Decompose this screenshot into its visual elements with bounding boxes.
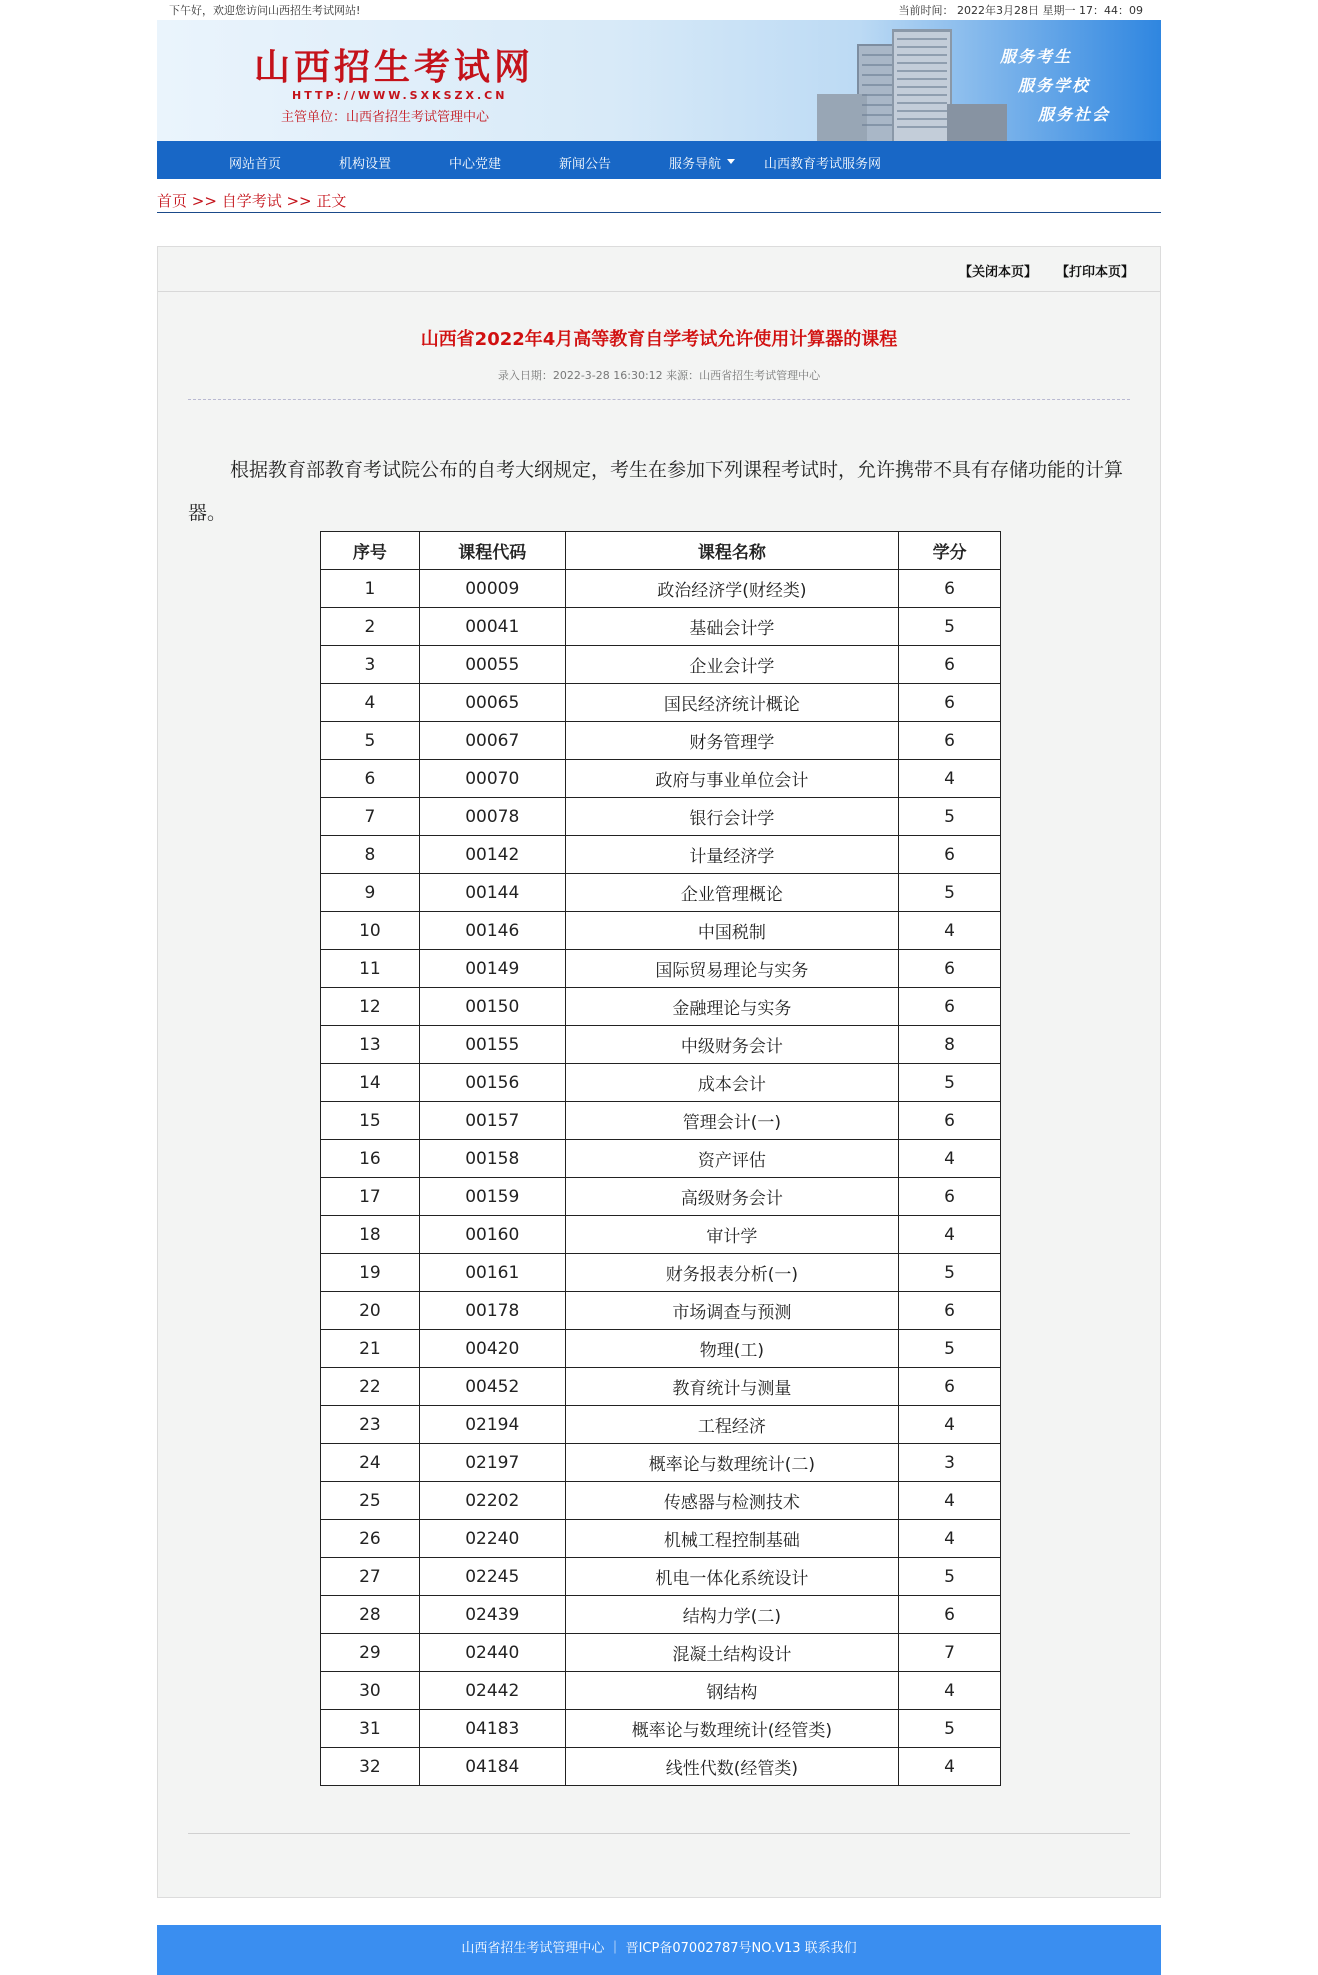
course-credit: 4 <box>899 1216 1001 1254</box>
row-number: 2 <box>321 608 420 646</box>
breadcrumb-home[interactable]: 首页 <box>157 192 188 210</box>
article-meta: 录入日期：2022-3-28 16:30:12 来源：山西省招生考试管理中心 <box>497 369 821 382</box>
table-row <box>321 1254 1001 1292</box>
row-number: 13 <box>321 1026 420 1064</box>
course-code: 00070 <box>419 760 565 798</box>
table-row <box>321 684 1001 722</box>
table-row <box>321 1406 1001 1444</box>
course-name: 线性代数(经管类) <box>565 1748 898 1786</box>
course-name: 钢结构 <box>565 1672 898 1710</box>
row-number: 27 <box>321 1558 420 1596</box>
course-table <box>320 531 1001 1786</box>
top-bar <box>157 0 1161 20</box>
table-row <box>321 760 1001 798</box>
table-row <box>321 1482 1001 1520</box>
row-number: 28 <box>321 1596 420 1634</box>
course-credit: 4 <box>899 760 1001 798</box>
table-header-row <box>321 532 1001 570</box>
table-row <box>321 836 1001 874</box>
row-number: 23 <box>321 1406 420 1444</box>
divider <box>188 1833 1130 1834</box>
breadcrumb-separator: >> <box>187 192 222 210</box>
course-credit: 6 <box>899 988 1001 1026</box>
nav-service-guide-label: 服务导航 <box>669 157 722 172</box>
row-number: 18 <box>321 1216 420 1254</box>
course-name: 审计学 <box>565 1216 898 1254</box>
row-number: 32 <box>321 1748 420 1786</box>
course-code: 02442 <box>419 1672 565 1710</box>
course-code: 02240 <box>419 1520 565 1558</box>
course-name: 财务管理学 <box>565 722 898 760</box>
table-row <box>321 912 1001 950</box>
row-number: 14 <box>321 1064 420 1102</box>
course-name: 机电一体化系统设计 <box>565 1558 898 1596</box>
row-number: 5 <box>321 722 420 760</box>
course-name: 概率论与数理统计(二) <box>565 1444 898 1482</box>
course-code: 00150 <box>419 988 565 1026</box>
row-number: 6 <box>321 760 420 798</box>
nav-organization[interactable]: 机构设置 <box>339 157 392 172</box>
table-row <box>321 874 1001 912</box>
course-credit: 6 <box>899 1178 1001 1216</box>
table-row <box>321 1520 1001 1558</box>
row-number: 12 <box>321 988 420 1026</box>
course-credit: 5 <box>899 1064 1001 1102</box>
course-name: 国际贸易理论与实务 <box>565 950 898 988</box>
course-name: 企业管理概论 <box>565 874 898 912</box>
course-code: 02439 <box>419 1596 565 1634</box>
course-name: 混凝土结构设计 <box>565 1634 898 1672</box>
nav-service-guide[interactable] <box>669 153 735 172</box>
breadcrumb-separator: >> <box>281 192 317 210</box>
table-row <box>321 1444 1001 1482</box>
column-header: 课程代码 <box>419 532 565 570</box>
table-row <box>321 988 1001 1026</box>
footer-text: 山西省招生考试管理中心 ｜ 晋ICP备07002787号NO.V13 联系我们 <box>461 1941 857 1956</box>
course-name: 银行会计学 <box>565 798 898 836</box>
course-credit: 4 <box>899 1672 1001 1710</box>
table-row <box>321 1596 1001 1634</box>
course-code: 00157 <box>419 1102 565 1140</box>
table-row <box>321 1710 1001 1748</box>
course-credit: 6 <box>899 646 1001 684</box>
course-credit: 4 <box>899 1140 1001 1178</box>
course-credit: 5 <box>899 798 1001 836</box>
column-header: 课程名称 <box>565 532 898 570</box>
course-credit: 6 <box>899 722 1001 760</box>
nav-exam-service[interactable]: 山西教育考试服务网 <box>764 157 882 172</box>
nav-news[interactable]: 新闻公告 <box>559 157 612 172</box>
course-credit: 4 <box>899 912 1001 950</box>
row-number: 26 <box>321 1520 420 1558</box>
table-row <box>321 1634 1001 1672</box>
course-name: 传感器与检测技术 <box>565 1482 898 1520</box>
article-title: 山西省2022年4月高等教育自学考试允许使用计算器的课程 <box>420 329 898 350</box>
table-row <box>321 1102 1001 1140</box>
chevron-down-icon <box>727 159 735 164</box>
column-header: 序号 <box>321 532 420 570</box>
course-name: 管理会计(一) <box>565 1102 898 1140</box>
course-code: 00144 <box>419 874 565 912</box>
breadcrumb-current: 正文 <box>316 192 347 210</box>
building-image <box>797 24 1027 141</box>
course-code: 02440 <box>419 1634 565 1672</box>
row-number: 8 <box>321 836 420 874</box>
nav-party[interactable]: 中心党建 <box>449 157 502 172</box>
site-title[interactable]: 山西招生考试网 <box>254 46 535 88</box>
table-row <box>321 646 1001 684</box>
course-code: 00158 <box>419 1140 565 1178</box>
slogan-1: 服务考生 <box>1000 47 1073 66</box>
row-number: 17 <box>321 1178 420 1216</box>
course-credit: 6 <box>899 836 1001 874</box>
course-name: 概率论与数理统计(经管类) <box>565 1710 898 1748</box>
table-row <box>321 1216 1001 1254</box>
divider <box>188 399 1130 400</box>
row-number: 1 <box>321 570 420 608</box>
course-credit: 5 <box>899 1254 1001 1292</box>
course-name: 中国税制 <box>565 912 898 950</box>
course-name: 财务报表分析(一) <box>565 1254 898 1292</box>
slogans <box>1000 44 1110 131</box>
course-code: 02194 <box>419 1406 565 1444</box>
course-credit: 6 <box>899 1368 1001 1406</box>
course-code: 00420 <box>419 1330 565 1368</box>
course-name: 高级财务会计 <box>565 1178 898 1216</box>
table-row <box>321 722 1001 760</box>
row-number: 29 <box>321 1634 420 1672</box>
table-row <box>321 798 1001 836</box>
main-nav <box>157 141 1161 179</box>
course-code: 02202 <box>419 1482 565 1520</box>
row-number: 24 <box>321 1444 420 1482</box>
course-name: 中级财务会计 <box>565 1026 898 1064</box>
table-body <box>321 570 1001 1786</box>
course-credit: 8 <box>899 1026 1001 1064</box>
table-row <box>321 1672 1001 1710</box>
course-credit: 4 <box>899 1748 1001 1786</box>
table-row <box>321 1558 1001 1596</box>
course-name: 成本会计 <box>565 1064 898 1102</box>
course-code: 00055 <box>419 646 565 684</box>
row-number: 31 <box>321 1710 420 1748</box>
nav-home[interactable]: 网站首页 <box>229 157 282 172</box>
row-number: 10 <box>321 912 420 950</box>
table-row <box>321 570 1001 608</box>
table-row <box>321 1368 1001 1406</box>
course-name: 政治经济学(财经类) <box>565 570 898 608</box>
course-credit: 6 <box>899 950 1001 988</box>
course-code: 00155 <box>419 1026 565 1064</box>
course-credit: 6 <box>899 570 1001 608</box>
sponsor-text: 主管单位：山西省招生考试管理中心 <box>281 110 490 125</box>
course-name: 物理(工) <box>565 1330 898 1368</box>
course-credit: 6 <box>899 1102 1001 1140</box>
article-toolbar <box>158 247 1160 292</box>
course-name: 教育统计与测量 <box>565 1368 898 1406</box>
course-code: 02197 <box>419 1444 565 1482</box>
course-name: 工程经济 <box>565 1406 898 1444</box>
course-credit: 5 <box>899 1558 1001 1596</box>
current-datetime: 当前时间： 2022年3月28日 星期一 17：44：09 <box>898 4 1143 17</box>
course-credit: 4 <box>899 1482 1001 1520</box>
course-name: 计量经济学 <box>565 836 898 874</box>
course-code: 00160 <box>419 1216 565 1254</box>
table-row <box>321 1292 1001 1330</box>
course-credit: 6 <box>899 1596 1001 1634</box>
print-page-button[interactable]: 【打印本页】 <box>1056 265 1135 280</box>
row-number: 7 <box>321 798 420 836</box>
breadcrumb-section[interactable]: 自学考试 <box>221 192 282 210</box>
site-header <box>157 20 1161 141</box>
course-name: 市场调查与预测 <box>565 1292 898 1330</box>
course-credit: 5 <box>899 874 1001 912</box>
site-footer <box>157 1925 1161 1975</box>
course-credit: 3 <box>899 1444 1001 1482</box>
course-name: 基础会计学 <box>565 608 898 646</box>
table-row <box>321 608 1001 646</box>
course-name: 国民经济统计概论 <box>565 684 898 722</box>
course-code: 00178 <box>419 1292 565 1330</box>
course-code: 00142 <box>419 836 565 874</box>
article-intro: 根据教育部教育考试院公布的自考大纲规定，考生在参加下列课程考试时，允许携带不具有存储功能的计算器。 <box>188 459 1124 524</box>
course-code: 00156 <box>419 1064 565 1102</box>
table-row <box>321 1178 1001 1216</box>
course-name: 企业会计学 <box>565 646 898 684</box>
course-credit: 6 <box>899 684 1001 722</box>
course-name: 金融理论与实务 <box>565 988 898 1026</box>
breadcrumb <box>157 190 1161 213</box>
course-credit: 5 <box>899 608 1001 646</box>
course-code: 00149 <box>419 950 565 988</box>
course-name: 资产评估 <box>565 1140 898 1178</box>
course-code: 04183 <box>419 1710 565 1748</box>
column-header: 学分 <box>899 532 1001 570</box>
table-row <box>321 1748 1001 1786</box>
slogan-2: 服务学校 <box>1018 76 1091 95</box>
row-number: 3 <box>321 646 420 684</box>
row-number: 22 <box>321 1368 420 1406</box>
course-code: 00065 <box>419 684 565 722</box>
row-number: 21 <box>321 1330 420 1368</box>
row-number: 25 <box>321 1482 420 1520</box>
course-credit: 5 <box>899 1710 1001 1748</box>
course-credit: 5 <box>899 1330 1001 1368</box>
row-number: 15 <box>321 1102 420 1140</box>
row-number: 30 <box>321 1672 420 1710</box>
course-code: 00009 <box>419 570 565 608</box>
row-number: 16 <box>321 1140 420 1178</box>
greeting-text: 下午好，欢迎您访问山西招生考试网站! <box>169 4 361 17</box>
course-code: 00161 <box>419 1254 565 1292</box>
course-code: 00452 <box>419 1368 565 1406</box>
course-credit: 4 <box>899 1520 1001 1558</box>
course-credit: 4 <box>899 1406 1001 1444</box>
course-code: 00146 <box>419 912 565 950</box>
row-number: 9 <box>321 874 420 912</box>
row-number: 19 <box>321 1254 420 1292</box>
site-url: HTTP://WWW.SXKSZX.CN <box>292 89 508 102</box>
course-code: 00067 <box>419 722 565 760</box>
course-credit: 6 <box>899 1292 1001 1330</box>
course-name: 机械工程控制基础 <box>565 1520 898 1558</box>
course-code: 00078 <box>419 798 565 836</box>
row-number: 4 <box>321 684 420 722</box>
course-code: 02245 <box>419 1558 565 1596</box>
table-row <box>321 1330 1001 1368</box>
row-number: 11 <box>321 950 420 988</box>
article-box <box>157 246 1161 1898</box>
table-row <box>321 1026 1001 1064</box>
course-code: 00159 <box>419 1178 565 1216</box>
row-number: 20 <box>321 1292 420 1330</box>
course-name: 结构力学(二) <box>565 1596 898 1634</box>
course-code: 04184 <box>419 1748 565 1786</box>
table-row <box>321 1064 1001 1102</box>
course-name: 政府与事业单位会计 <box>565 760 898 798</box>
table-row <box>321 1140 1001 1178</box>
course-code: 00041 <box>419 608 565 646</box>
slogan-3: 服务社会 <box>1038 105 1111 124</box>
course-credit: 7 <box>899 1634 1001 1672</box>
close-page-button[interactable]: 【关闭本页】 <box>959 265 1038 280</box>
table-row <box>321 950 1001 988</box>
